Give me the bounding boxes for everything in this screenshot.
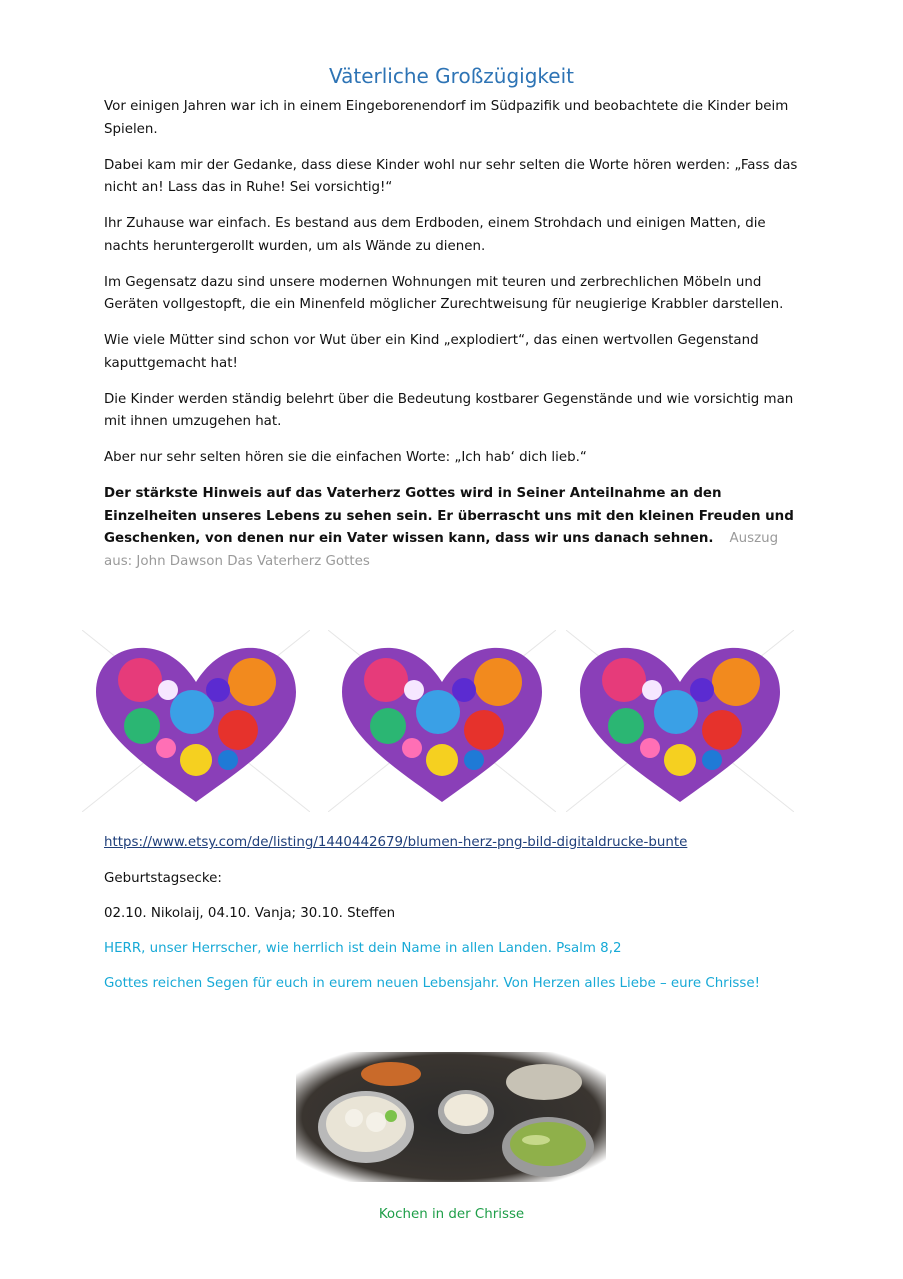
paragraph: Die Kinder werden ständig belehrt über die Bedeutung kostbarer Gegenstände und wie vorsichtig man mit ihnen umzugehen hat.	[104, 391, 794, 429]
paragraph: Wie viele Mütter sind schon vor Wut über ein Kind „explodiert“, das einen wertvollen Gegenstand kaputtgemacht hat!	[104, 333, 759, 371]
psalm-verse: HERR, unser Herrscher, wie herrlich ist dein Name in allen Landen. Psalm 8,2	[104, 941, 622, 956]
cooking-photo	[296, 1052, 606, 1182]
paragraph: Dabei kam mir der Gedanke, dass diese Kinder wohl nur sehr selten die Worte hören werden: „Fass das nicht an! Lass das in Ruhe! Sei vorsichtig!“	[104, 157, 798, 195]
etsy-link[interactable]: https://www.etsy.com/de/listing/1440442679/blumen-herz-png-bild-digitaldrucke-bunte	[104, 835, 688, 850]
birthday-blessing: Gottes reichen Segen für euch in eurem neuen Lebensjahr. Von Herzen alles Liebe – eure Chrisse!	[104, 976, 760, 991]
birthday-heading: Geburtstagsecke:	[104, 871, 222, 886]
article-text	[104, 96, 804, 587]
paragraph: Aber nur sehr selten hören sie die einfachen Worte: „Ich hab‘ dich lieb.“	[104, 450, 587, 465]
page-title: Väterliche Großzügigkeit	[328, 64, 574, 88]
photo-caption: Kochen in der Chrisse	[378, 1207, 525, 1222]
highlight-paragraph	[104, 483, 804, 573]
paragraph: Im Gegensatz dazu sind unsere modernen Wohnungen mit teuren und zerbrechlichen Möbeln und Geräten vollgestopft, die ein Minenfeld möglicher Zurechtweisung für neugierige Krabbler darstellen.	[104, 274, 784, 312]
birthday-names: 02.10. Nikolaij, 04.10. Vanja; 30.10. Steffen	[104, 906, 396, 921]
flower-heart-image	[82, 630, 310, 812]
highlight-text: Der stärkste Hinweis auf das Vaterherz Gottes wird in Seiner Anteilnahme an den Einzelheiten unseres Lebens zu sehen sein. Er überrascht uns mit den kleinen Freuden und Geschenken, von denen nur ein Vater wissen kann, dass wir uns danach sehnen.	[104, 486, 794, 546]
paragraph: Ihr Zuhause war einfach. Es bestand aus dem Erdboden, einem Strohdach und einigen Matten, die nachts heruntergerollt wurden, um als Wände zu dienen.	[104, 216, 766, 254]
flower-hearts-row	[82, 630, 794, 812]
source-citation: Auszug aus: John Dawson Das Vaterherz Gottes	[104, 531, 779, 569]
paragraph: Vor einigen Jahren war ich in einem Eingeborenendorf im Südpazifik und beobachtete die Kinder beim Spielen.	[104, 99, 789, 137]
flower-heart-image	[328, 630, 556, 812]
flower-heart-image	[566, 630, 794, 812]
